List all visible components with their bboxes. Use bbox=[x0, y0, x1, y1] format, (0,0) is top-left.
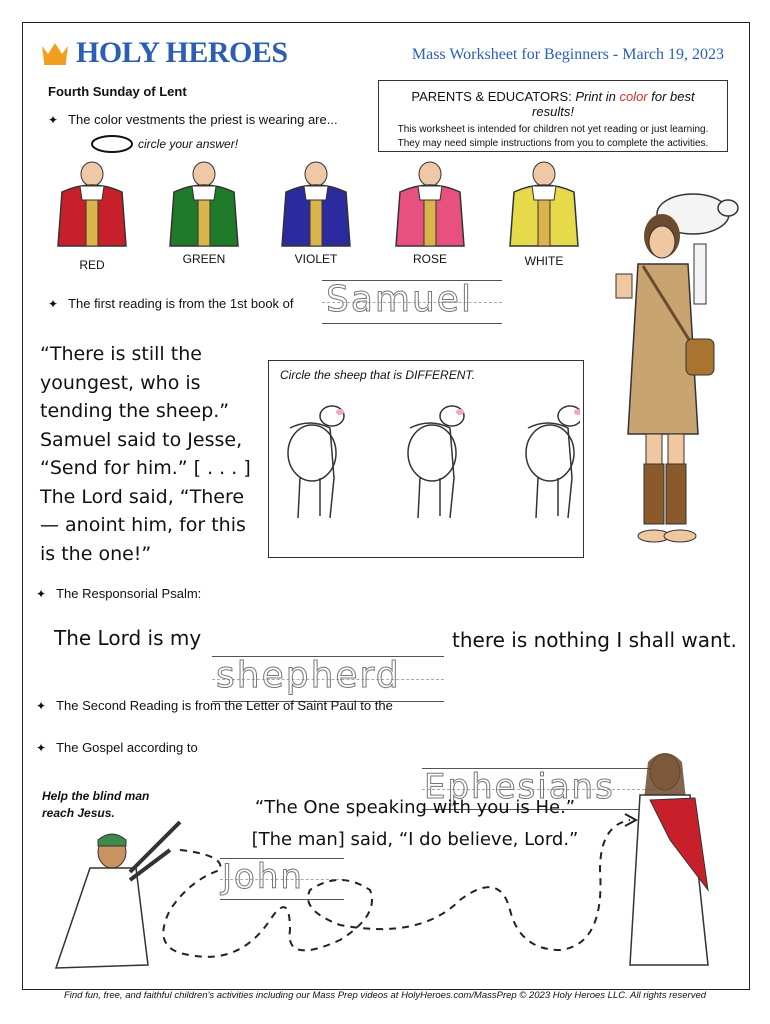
vestment-question bbox=[48, 112, 338, 127]
scripture-1-line: youngest, who is bbox=[40, 371, 201, 394]
vestment-label: ROSE bbox=[412, 252, 447, 266]
vestment-option-green[interactable] bbox=[164, 160, 244, 280]
priest-vestment-icon bbox=[164, 160, 244, 250]
priest-vestment-icon bbox=[52, 160, 132, 250]
worksheet-title: Mass Worksheet for Beginners - March 19, 2023 bbox=[411, 46, 724, 63]
second-reading-answer: Ephesians bbox=[424, 767, 615, 807]
sheep-row bbox=[280, 398, 580, 548]
vestment-option-violet[interactable] bbox=[276, 160, 356, 280]
scripture-passage-1 bbox=[40, 340, 270, 568]
star-bullet-icon: ✦ bbox=[36, 740, 47, 755]
priest-vestment-icon bbox=[390, 160, 470, 250]
footer-text: Find fun, free, and faithful children's activities including our Mass Prep videos at HolyHeroes.com/MassPrep © 2023 Holy Heroes LLC. All rights reserved bbox=[63, 990, 707, 1001]
psalm-prompt: The Responsorial Psalm: bbox=[56, 586, 202, 601]
scripture-1-line: “There is still the bbox=[40, 343, 202, 365]
notice-color-word: color bbox=[619, 89, 648, 104]
vestment-option-white[interactable] bbox=[504, 160, 584, 280]
gospel-answer: John bbox=[222, 857, 304, 897]
maze-instruction-line-2: reach Jesus. bbox=[42, 806, 115, 820]
first-reading-trace[interactable] bbox=[322, 280, 502, 324]
vestment-option-red[interactable] bbox=[52, 160, 132, 280]
scripture-2-line: “The One speaking with you is He.” bbox=[254, 797, 576, 818]
notice-body bbox=[389, 123, 717, 151]
notice-print: Print in bbox=[575, 89, 620, 104]
vestment-options bbox=[52, 160, 572, 280]
circle-instruction-text: circle your answer! bbox=[138, 137, 239, 151]
second-reading-question bbox=[36, 698, 393, 713]
vestment-label: RED bbox=[79, 258, 105, 272]
star-bullet-icon: ✦ bbox=[36, 586, 47, 601]
notice-heading bbox=[389, 89, 717, 119]
david-shepherd-illustration bbox=[598, 184, 748, 556]
psalm-suffix: there is nothing I shall want. bbox=[452, 628, 737, 652]
notice-prefix: PARENTS & EDUCATORS: bbox=[411, 89, 576, 104]
sheep-2[interactable] bbox=[408, 406, 464, 518]
vestment-label: VIOLET bbox=[294, 252, 338, 266]
vestment-option-rose[interactable] bbox=[390, 160, 470, 280]
priest-vestment-icon bbox=[504, 160, 584, 250]
psalm-answer: shepherd bbox=[216, 655, 401, 696]
vestment-question-text: The color vestments the priest is wearing are... bbox=[68, 112, 338, 127]
star-bullet-icon: ✦ bbox=[36, 698, 47, 713]
psalm-question bbox=[36, 586, 201, 601]
maze-area bbox=[40, 740, 750, 990]
gospel-prompt: The Gospel according to bbox=[56, 740, 198, 755]
psalm-trace[interactable] bbox=[212, 656, 444, 702]
scripture-1-line: — anoint him, for this bbox=[40, 514, 246, 536]
vestment-label: WHITE bbox=[524, 254, 564, 268]
liturgical-day: Fourth Sunday of Lent bbox=[48, 84, 187, 99]
scripture-1-line: “Send for him.” [ . . . ] bbox=[40, 457, 251, 479]
sheep-activity-title: Circle the sheep that is DIFFERENT. bbox=[280, 368, 475, 382]
scripture-2-line: [The man] said, “I do believe, Lord.” bbox=[251, 829, 579, 850]
psalm-prefix: The Lord is my bbox=[54, 626, 202, 650]
maze-instruction-line-1: Help the blind man bbox=[42, 789, 150, 803]
priest-vestment-icon bbox=[276, 160, 356, 250]
notice-line-2: They may need simple instructions from you to complete the activities. bbox=[397, 138, 709, 149]
scripture-1-line: tending the sheep.” bbox=[40, 400, 230, 422]
sheep-3[interactable] bbox=[526, 406, 580, 518]
first-reading-answer: Samuel bbox=[326, 279, 473, 320]
vestment-label: GREEN bbox=[182, 252, 226, 266]
logo-text: HOLY HEROES bbox=[76, 36, 288, 69]
scripture-1-line: Samuel said to Jesse, bbox=[40, 428, 243, 451]
scripture-1-line: is the one!” bbox=[40, 542, 152, 565]
second-reading-prompt: The Second Reading is from the Letter of Saint Paul to the bbox=[56, 698, 393, 713]
blind-man-figure bbox=[56, 822, 180, 968]
notice-suffix: for best results! bbox=[532, 89, 695, 119]
star-bullet-icon: ✦ bbox=[48, 112, 59, 127]
parents-notice bbox=[378, 80, 728, 152]
holy-heroes-logo[interactable] bbox=[40, 36, 288, 70]
jesus-figure bbox=[630, 753, 708, 965]
first-reading-prompt: The first reading is from the 1st book of bbox=[68, 296, 294, 311]
star-bullet-icon: ✦ bbox=[48, 296, 59, 311]
first-reading-question bbox=[48, 296, 294, 311]
notice-line-1: This worksheet is intended for children not yet reading or just learning. bbox=[397, 124, 709, 135]
circle-instruction bbox=[90, 134, 238, 154]
sheep-1[interactable] bbox=[288, 406, 344, 518]
crown-icon bbox=[40, 40, 70, 66]
circle-mark-icon bbox=[90, 134, 134, 154]
maze-dashed-path bbox=[163, 820, 630, 957]
scripture-1-line: The Lord said, “There bbox=[40, 485, 245, 508]
